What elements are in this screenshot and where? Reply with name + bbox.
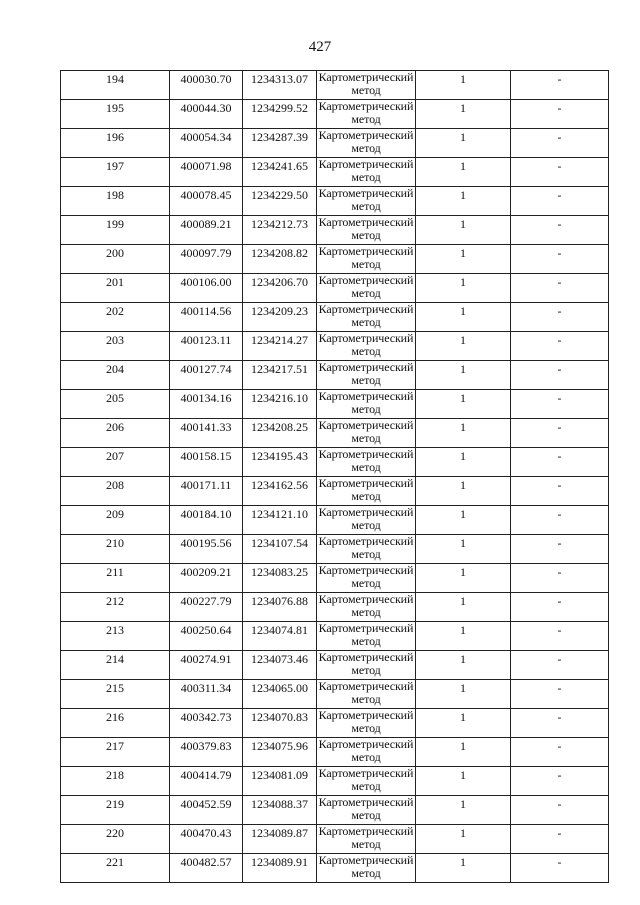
accuracy-cell: 1 <box>416 187 511 216</box>
y-coordinate-cell: 1234241.65 <box>243 158 317 187</box>
point-number-cell: 205 <box>61 390 170 419</box>
point-number-cell: 202 <box>61 303 170 332</box>
y-coordinate-cell: 1234208.25 <box>243 419 317 448</box>
accuracy-cell: 1 <box>416 332 511 361</box>
table-row <box>61 274 609 303</box>
accuracy-cell: 1 <box>416 506 511 535</box>
table-row <box>61 825 609 854</box>
method-cell: Картометрический метод <box>317 477 416 506</box>
table-row <box>61 477 609 506</box>
table-row <box>61 361 609 390</box>
table-row <box>61 419 609 448</box>
table-row <box>61 448 609 477</box>
method-cell: Картометрический метод <box>317 274 416 303</box>
x-coordinate-cell: 400071.98 <box>170 158 243 187</box>
accuracy-cell: 1 <box>416 100 511 129</box>
method-cell: Картометрический метод <box>317 680 416 709</box>
table-row <box>61 129 609 158</box>
point-number-cell: 214 <box>61 651 170 680</box>
x-coordinate-cell: 400106.00 <box>170 274 243 303</box>
point-number-cell: 212 <box>61 593 170 622</box>
table-row <box>61 216 609 245</box>
x-coordinate-cell: 400342.73 <box>170 709 243 738</box>
point-number-cell: 221 <box>61 854 170 883</box>
table-row <box>61 100 609 129</box>
point-number-cell: 200 <box>61 245 170 274</box>
note-cell: - <box>511 448 609 477</box>
note-cell: - <box>511 854 609 883</box>
table-row <box>61 680 609 709</box>
x-coordinate-cell: 400158.15 <box>170 448 243 477</box>
note-cell: - <box>511 245 609 274</box>
x-coordinate-cell: 400227.79 <box>170 593 243 622</box>
note-cell: - <box>511 796 609 825</box>
accuracy-cell: 1 <box>416 71 511 100</box>
table-row <box>61 506 609 535</box>
y-coordinate-cell: 1234076.88 <box>243 593 317 622</box>
method-cell: Картометрический метод <box>317 593 416 622</box>
x-coordinate-cell: 400482.57 <box>170 854 243 883</box>
accuracy-cell: 1 <box>416 709 511 738</box>
note-cell: - <box>511 216 609 245</box>
x-coordinate-cell: 400470.43 <box>170 825 243 854</box>
x-coordinate-cell: 400209.21 <box>170 564 243 593</box>
accuracy-cell: 1 <box>416 448 511 477</box>
note-cell: - <box>511 361 609 390</box>
accuracy-cell: 1 <box>416 593 511 622</box>
x-coordinate-cell: 400379.83 <box>170 738 243 767</box>
y-coordinate-cell: 1234229.50 <box>243 187 317 216</box>
method-cell: Картометрический метод <box>317 506 416 535</box>
method-cell: Картометрический метод <box>317 535 416 564</box>
method-cell: Картометрический метод <box>317 622 416 651</box>
note-cell: - <box>511 651 609 680</box>
method-cell: Картометрический метод <box>317 738 416 767</box>
note-cell: - <box>511 709 609 738</box>
note-cell: - <box>511 738 609 767</box>
x-coordinate-cell: 400274.91 <box>170 651 243 680</box>
x-coordinate-cell: 400123.11 <box>170 332 243 361</box>
x-coordinate-cell: 400127.74 <box>170 361 243 390</box>
y-coordinate-cell: 1234206.70 <box>243 274 317 303</box>
table-row <box>61 738 609 767</box>
method-cell: Картометрический метод <box>317 303 416 332</box>
accuracy-cell: 1 <box>416 129 511 158</box>
note-cell: - <box>511 564 609 593</box>
note-cell: - <box>511 332 609 361</box>
note-cell: - <box>511 477 609 506</box>
x-coordinate-cell: 400078.45 <box>170 187 243 216</box>
x-coordinate-cell: 400171.11 <box>170 477 243 506</box>
table-row <box>61 390 609 419</box>
table-row <box>61 564 609 593</box>
method-cell: Картометрический метод <box>317 71 416 100</box>
point-number-cell: 219 <box>61 796 170 825</box>
note-cell: - <box>511 390 609 419</box>
note-cell: - <box>511 129 609 158</box>
y-coordinate-cell: 1234081.09 <box>243 767 317 796</box>
method-cell: Картометрический метод <box>317 158 416 187</box>
table-row <box>61 622 609 651</box>
note-cell: - <box>511 825 609 854</box>
x-coordinate-cell: 400054.34 <box>170 129 243 158</box>
point-number-cell: 211 <box>61 564 170 593</box>
note-cell: - <box>511 535 609 564</box>
y-coordinate-cell: 1234088.37 <box>243 796 317 825</box>
accuracy-cell: 1 <box>416 419 511 448</box>
point-number-cell: 198 <box>61 187 170 216</box>
point-number-cell: 201 <box>61 274 170 303</box>
accuracy-cell: 1 <box>416 158 511 187</box>
table-row <box>61 796 609 825</box>
point-number-cell: 210 <box>61 535 170 564</box>
y-coordinate-cell: 1234075.96 <box>243 738 317 767</box>
method-cell: Картометрический метод <box>317 854 416 883</box>
table-row <box>61 245 609 274</box>
table-row <box>61 187 609 216</box>
point-number-cell: 194 <box>61 71 170 100</box>
accuracy-cell: 1 <box>416 535 511 564</box>
table-row <box>61 332 609 361</box>
y-coordinate-cell: 1234089.91 <box>243 854 317 883</box>
coordinates-table-body <box>61 71 609 883</box>
table-row <box>61 71 609 100</box>
y-coordinate-cell: 1234107.54 <box>243 535 317 564</box>
y-coordinate-cell: 1234299.52 <box>243 100 317 129</box>
method-cell: Картометрический метод <box>317 419 416 448</box>
x-coordinate-cell: 400184.10 <box>170 506 243 535</box>
point-number-cell: 195 <box>61 100 170 129</box>
y-coordinate-cell: 1234195.43 <box>243 448 317 477</box>
method-cell: Картометрический метод <box>317 796 416 825</box>
accuracy-cell: 1 <box>416 767 511 796</box>
table-row <box>61 854 609 883</box>
point-number-cell: 208 <box>61 477 170 506</box>
page-number: 427 <box>308 39 332 55</box>
point-number-cell: 206 <box>61 419 170 448</box>
point-number-cell: 217 <box>61 738 170 767</box>
point-number-cell: 197 <box>61 158 170 187</box>
accuracy-cell: 1 <box>416 274 511 303</box>
y-coordinate-cell: 1234214.27 <box>243 332 317 361</box>
accuracy-cell: 1 <box>416 564 511 593</box>
point-number-cell: 203 <box>61 332 170 361</box>
accuracy-cell: 1 <box>416 390 511 419</box>
note-cell: - <box>511 71 609 100</box>
note-cell: - <box>511 158 609 187</box>
y-coordinate-cell: 1234217.51 <box>243 361 317 390</box>
point-number-cell: 218 <box>61 767 170 796</box>
point-number-cell: 216 <box>61 709 170 738</box>
accuracy-cell: 1 <box>416 825 511 854</box>
note-cell: - <box>511 100 609 129</box>
method-cell: Картометрический метод <box>317 129 416 158</box>
note-cell: - <box>511 622 609 651</box>
method-cell: Картометрический метод <box>317 709 416 738</box>
y-coordinate-cell: 1234209.23 <box>243 303 317 332</box>
accuracy-cell: 1 <box>416 854 511 883</box>
table-row <box>61 767 609 796</box>
method-cell: Картометрический метод <box>317 448 416 477</box>
point-number-cell: 220 <box>61 825 170 854</box>
table-row <box>61 158 609 187</box>
note-cell: - <box>511 506 609 535</box>
accuracy-cell: 1 <box>416 680 511 709</box>
method-cell: Картометрический метод <box>317 767 416 796</box>
accuracy-cell: 1 <box>416 216 511 245</box>
y-coordinate-cell: 1234313.07 <box>243 71 317 100</box>
note-cell: - <box>511 767 609 796</box>
accuracy-cell: 1 <box>416 738 511 767</box>
accuracy-cell: 1 <box>416 477 511 506</box>
x-coordinate-cell: 400134.16 <box>170 390 243 419</box>
x-coordinate-cell: 400114.56 <box>170 303 243 332</box>
method-cell: Картометрический метод <box>317 100 416 129</box>
y-coordinate-cell: 1234083.25 <box>243 564 317 593</box>
x-coordinate-cell: 400250.64 <box>170 622 243 651</box>
y-coordinate-cell: 1234070.83 <box>243 709 317 738</box>
x-coordinate-cell: 400141.33 <box>170 419 243 448</box>
accuracy-cell: 1 <box>416 622 511 651</box>
note-cell: - <box>511 303 609 332</box>
accuracy-cell: 1 <box>416 361 511 390</box>
y-coordinate-cell: 1234212.73 <box>243 216 317 245</box>
table-row <box>61 303 609 332</box>
note-cell: - <box>511 680 609 709</box>
x-coordinate-cell: 400311.34 <box>170 680 243 709</box>
x-coordinate-cell: 400452.59 <box>170 796 243 825</box>
y-coordinate-cell: 1234073.46 <box>243 651 317 680</box>
x-coordinate-cell: 400030.70 <box>170 71 243 100</box>
method-cell: Картометрический метод <box>317 825 416 854</box>
method-cell: Картометрический метод <box>317 187 416 216</box>
table-row <box>61 535 609 564</box>
table-row <box>61 709 609 738</box>
note-cell: - <box>511 419 609 448</box>
x-coordinate-cell: 400097.79 <box>170 245 243 274</box>
x-coordinate-cell: 400195.56 <box>170 535 243 564</box>
y-coordinate-cell: 1234074.81 <box>243 622 317 651</box>
note-cell: - <box>511 593 609 622</box>
coordinates-table <box>60 70 609 883</box>
y-coordinate-cell: 1234065.00 <box>243 680 317 709</box>
y-coordinate-cell: 1234162.56 <box>243 477 317 506</box>
point-number-cell: 199 <box>61 216 170 245</box>
method-cell: Картометрический метод <box>317 332 416 361</box>
point-number-cell: 215 <box>61 680 170 709</box>
table-row <box>61 651 609 680</box>
x-coordinate-cell: 400414.79 <box>170 767 243 796</box>
accuracy-cell: 1 <box>416 303 511 332</box>
point-number-cell: 207 <box>61 448 170 477</box>
method-cell: Картометрический метод <box>317 564 416 593</box>
method-cell: Картометрический метод <box>317 651 416 680</box>
method-cell: Картометрический метод <box>317 216 416 245</box>
note-cell: - <box>511 187 609 216</box>
point-number-cell: 196 <box>61 129 170 158</box>
y-coordinate-cell: 1234089.87 <box>243 825 317 854</box>
accuracy-cell: 1 <box>416 651 511 680</box>
x-coordinate-cell: 400089.21 <box>170 216 243 245</box>
point-number-cell: 209 <box>61 506 170 535</box>
y-coordinate-cell: 1234121.10 <box>243 506 317 535</box>
accuracy-cell: 1 <box>416 796 511 825</box>
note-cell: - <box>511 274 609 303</box>
y-coordinate-cell: 1234216.10 <box>243 390 317 419</box>
x-coordinate-cell: 400044.30 <box>170 100 243 129</box>
method-cell: Картометрический метод <box>317 245 416 274</box>
method-cell: Картометрический метод <box>317 390 416 419</box>
table-row <box>61 593 609 622</box>
point-number-cell: 213 <box>61 622 170 651</box>
accuracy-cell: 1 <box>416 245 511 274</box>
y-coordinate-cell: 1234208.82 <box>243 245 317 274</box>
point-number-cell: 204 <box>61 361 170 390</box>
y-coordinate-cell: 1234287.39 <box>243 129 317 158</box>
method-cell: Картометрический метод <box>317 361 416 390</box>
